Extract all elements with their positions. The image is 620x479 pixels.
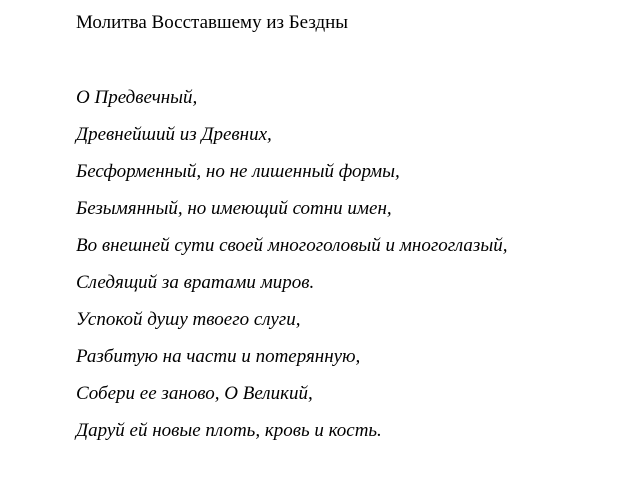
poem-line: Даруй ей новые плоть, кровь и кость. [76, 420, 382, 441]
poem-line: Безымянный, но имеющий сотни имен, [76, 198, 392, 219]
poem-line: О Предвечный, [76, 87, 198, 108]
poem-line: Следящий за вратами миров. [76, 272, 315, 293]
poem-line: Во внешней сути своей многоголовый и многоглазый, [76, 235, 508, 256]
document-title: Молитва Восставшему из Бездны [76, 12, 349, 33]
poem-line: Бесформенный, но не лишенный формы, [76, 161, 400, 182]
poem-line: Разбитую на части и потерянную, [76, 346, 361, 367]
poem-line: Успокой душу твоего слуги, [76, 309, 301, 330]
poem-body [76, 86, 507, 456]
poem-line: Древнейший из Древних, [76, 124, 272, 145]
poem-line: Собери ее заново, О Великий, [76, 383, 313, 404]
